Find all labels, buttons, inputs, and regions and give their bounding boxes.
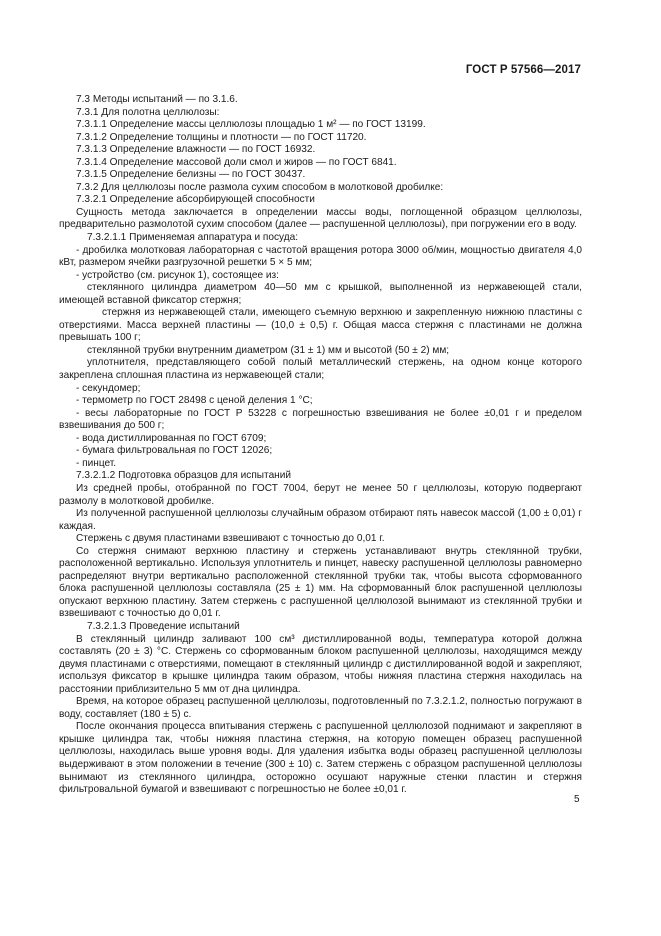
paragraph: Стержень с двумя пластинами взвешивают с точностью до 0,01 г. (76, 533, 385, 545)
paragraph: - пинцет. (76, 457, 117, 469)
paragraph: 7.3.1.5 Определение белизны — по ГОСТ 30437. (76, 169, 306, 181)
document-body (59, 94, 582, 797)
paragraph: 7.3 Методы испытаний — по 3.1.6. (76, 94, 238, 105)
paragraph: Время, на которое образец распушенной целлюлозы, подготовленный по 7.3.2.1.2, полностью погружают в воду, составляет (180 ± 5) с. (59, 696, 582, 720)
paragraph: - секундомер; (76, 382, 141, 394)
paragraph: - дробилка молотковая лабораторная с частотой вращения ротора 3000 об/мин, мощностью двигателя 4,0 кВт, размером ячейки разгрузочной решетки 5 × 5 мм; (59, 244, 582, 269)
paragraph: 7.3.1.1 Определение массы целлюлозы площадью 1 м² — по ГОСТ 13199. (76, 119, 426, 131)
paragraph: Сущность метода заключается в определении массы воды, поглощенной образцом целлюлозы, предварительно размолотой сухим способом (далее — распушенной целлюлозы), при погружении его в воду. (59, 206, 582, 231)
paragraph: 7.3.2.1 Определение абсорбирующей способности (76, 194, 315, 206)
paragraph: 7.3.1.4 Определение массовой доли смол и жиров — по ГОСТ 6841. (76, 156, 397, 168)
paragraph: Со стержня снимают верхнюю пластину и стержень устанавливают внутрь стеклянной трубки, расположенной вертикально. Используя уплотнитель и пинцет, навеску распушенной целлюлозы равномерно распределяют внутри вертикально расположенной стеклянной трубки так, чтобы высота сформованного блока распушенной целлюлозы составляла (25 ± 1) мм. На сформованный блок распушенной целлюлозы опускают верхнюю пластину. Затем стержень с распушенной целлюлозой вынимают из стеклянной трубки и взвешивают с точностью до 0,01 г. (59, 545, 582, 620)
paragraph: уплотнителя, представляющего собой полый металлический стержень, на одном конце которого закреплена сплошная пластина из нержавеющей стали; (59, 357, 582, 382)
paragraph: - бумага фильтровальная по ГОСТ 12026; (76, 445, 273, 457)
paragraph: 7.3.1.2 Определение толщины и плотности — по ГОСТ 11720. (76, 131, 367, 143)
paragraph: 7.3.2.1.3 Проведение испытаний (87, 620, 240, 632)
paragraph: стержня из нержавеющей стали, имеющего съемную верхнюю и закрепленную нижнюю пластины с отверстиями. Масса верхней пластины — (10,0 ± 0,5) г. Общая масса стержня с пластинами не должна превышать 100 г; (59, 307, 582, 344)
paragraph: - термометр по ГОСТ 28498 с ценой деления 1 °С; (76, 395, 313, 407)
standard-header: ГОСТ Р 57566—2017 (465, 64, 581, 76)
paragraph: 7.3.2.1.2 Подготовка образцов для испытаний (76, 470, 292, 482)
paragraph: 7.3.2 Для целлюлозы после размола сухим способом в молотковой дробилке: (76, 181, 444, 193)
paragraph: - вода дистиллированная по ГОСТ 6709; (76, 432, 267, 444)
paragraph: Из средней пробы, отобранной по ГОСТ 7004, берут не менее 50 г целлюлозы, которую подвергают размолу в молотковой дробилке. (59, 482, 582, 507)
paragraph: Из полученной распушенной целлюлозы случайным образом отбирают пять навесок массой (1,00 ± 0,01) г каждая. (59, 508, 582, 532)
paragraph: В стеклянный цилиндр заливают 100 см³ дистиллированной воды, температура которой должна составлять (20 ± 3) °С. Стержень со сформованным блоком распушенной целлюлозы, находящимся между двумя пластинами с отверстиями, помещают в стеклянный цилиндр с дистиллированной водой и закрепляют, используя фиксатор в крышке цилиндра таким образом, чтобы нижняя пластина стержня находилась на расстоянии приблизительно 5 мм от дна цилиндра. (59, 633, 582, 695)
page-number: 5 (574, 794, 580, 805)
paragraph: 7.3.2.1.1 Применяемая аппаратура и посуда: (87, 232, 299, 244)
paragraph: 7.3.1 Для полотна целлюлозы: (76, 106, 220, 118)
paragraph: стеклянного цилиндра диаметром 40—50 мм с крышкой, выполненной из нержавеющей стали, имеющей вставной фиксатор стержня; (59, 282, 582, 306)
paragraph: - устройство (см. рисунок 1), состоящее из: (76, 269, 279, 281)
paragraph: - весы лабораторные по ГОСТ Р 53228 с погрешностью взвешивания не более ±0,01 г и пределом взвешивания до 500 г; (59, 407, 582, 432)
paragraph: После окончания процесса впитывания стержень с распушенной целлюлозой поднимают и закрепляют в крышке цилиндра так, чтобы нижняя пластина стержня, на которую помещен образец распушенной целлюлозы, находилась выше уровня воды. Для удаления избытка воды образец распушенной целлюлозы выдерживают в этом положении в течение (300 ± 10) с. Затем стержень с образцом распушенной целлюлозы вынимают из стеклянного цилиндра, осторожно осушают наружные стенки пластин и стержня фильтровальной бумагой и взвешивают с погрешностью не более ±0,01 г. (59, 721, 582, 796)
paragraph: 7.3.1.3 Определение влажности — по ГОСТ 16932. (76, 144, 316, 156)
paragraph: стеклянной трубки внутренним диаметром (31 ± 1) мм и высотой (50 ± 2) мм; (87, 344, 450, 356)
